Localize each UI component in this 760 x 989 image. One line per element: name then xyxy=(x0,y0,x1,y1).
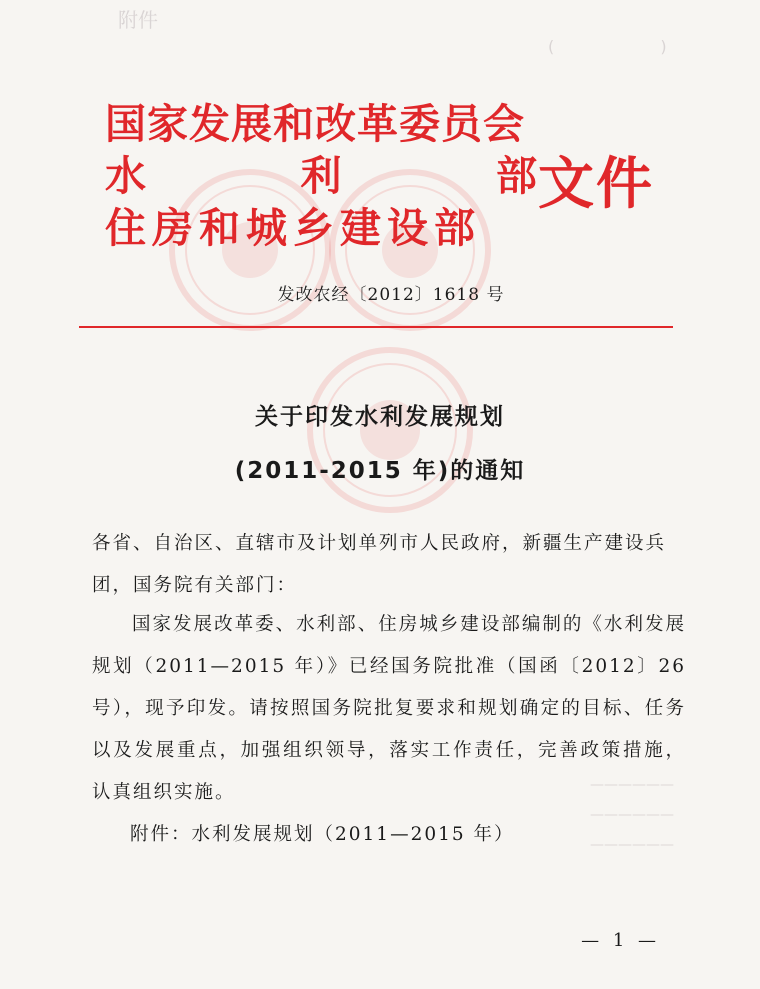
addressee: 各省、自治区、直辖市及计划单列市人民政府，新疆生产建设兵团，国务院有关部门： xyxy=(92,533,667,596)
page-number: — 1 — xyxy=(581,930,660,951)
red-divider xyxy=(79,326,673,328)
bleed-through-mark: ( ) xyxy=(548,37,669,56)
agency-char: 水 xyxy=(105,152,146,200)
issuing-agency-water-resources xyxy=(105,152,537,200)
issuing-agency-ndrc: 国家发展和改革委员会 xyxy=(105,100,525,148)
document-number: 发改农经〔2012〕1618 号 xyxy=(277,285,505,305)
document-type-label: 文件 xyxy=(538,152,654,217)
attachment-line: 附件：水利发展规划（2011—2015 年） xyxy=(130,824,515,845)
agency-char: 部 xyxy=(496,152,537,200)
notice-title-line-1: 关于印发水利发展规划 xyxy=(255,404,505,430)
notice-title-line-2: (2011-2015 年)的通知 xyxy=(234,458,526,484)
issuing-agency-housing: 住房和城乡建设部 xyxy=(105,204,481,252)
agency-char: 利 xyxy=(300,152,342,200)
body-paragraph: 国家发展改革委、水利部、住房城乡建设部编制的《水利发展规划（2011—2015 年）》已经国务院批准（国函〔2012〕26 号），现予印发。请按照国务院批复要求和规划确定的目标、任务以及发展重点，加强组织领导，落实工作责任，完善政策措施，认真组织实施。 xyxy=(92,614,686,803)
bleed-through-mark: 附件 xyxy=(118,8,158,32)
bleed-through-mark: —————— —————— —————— xyxy=(590,777,674,853)
